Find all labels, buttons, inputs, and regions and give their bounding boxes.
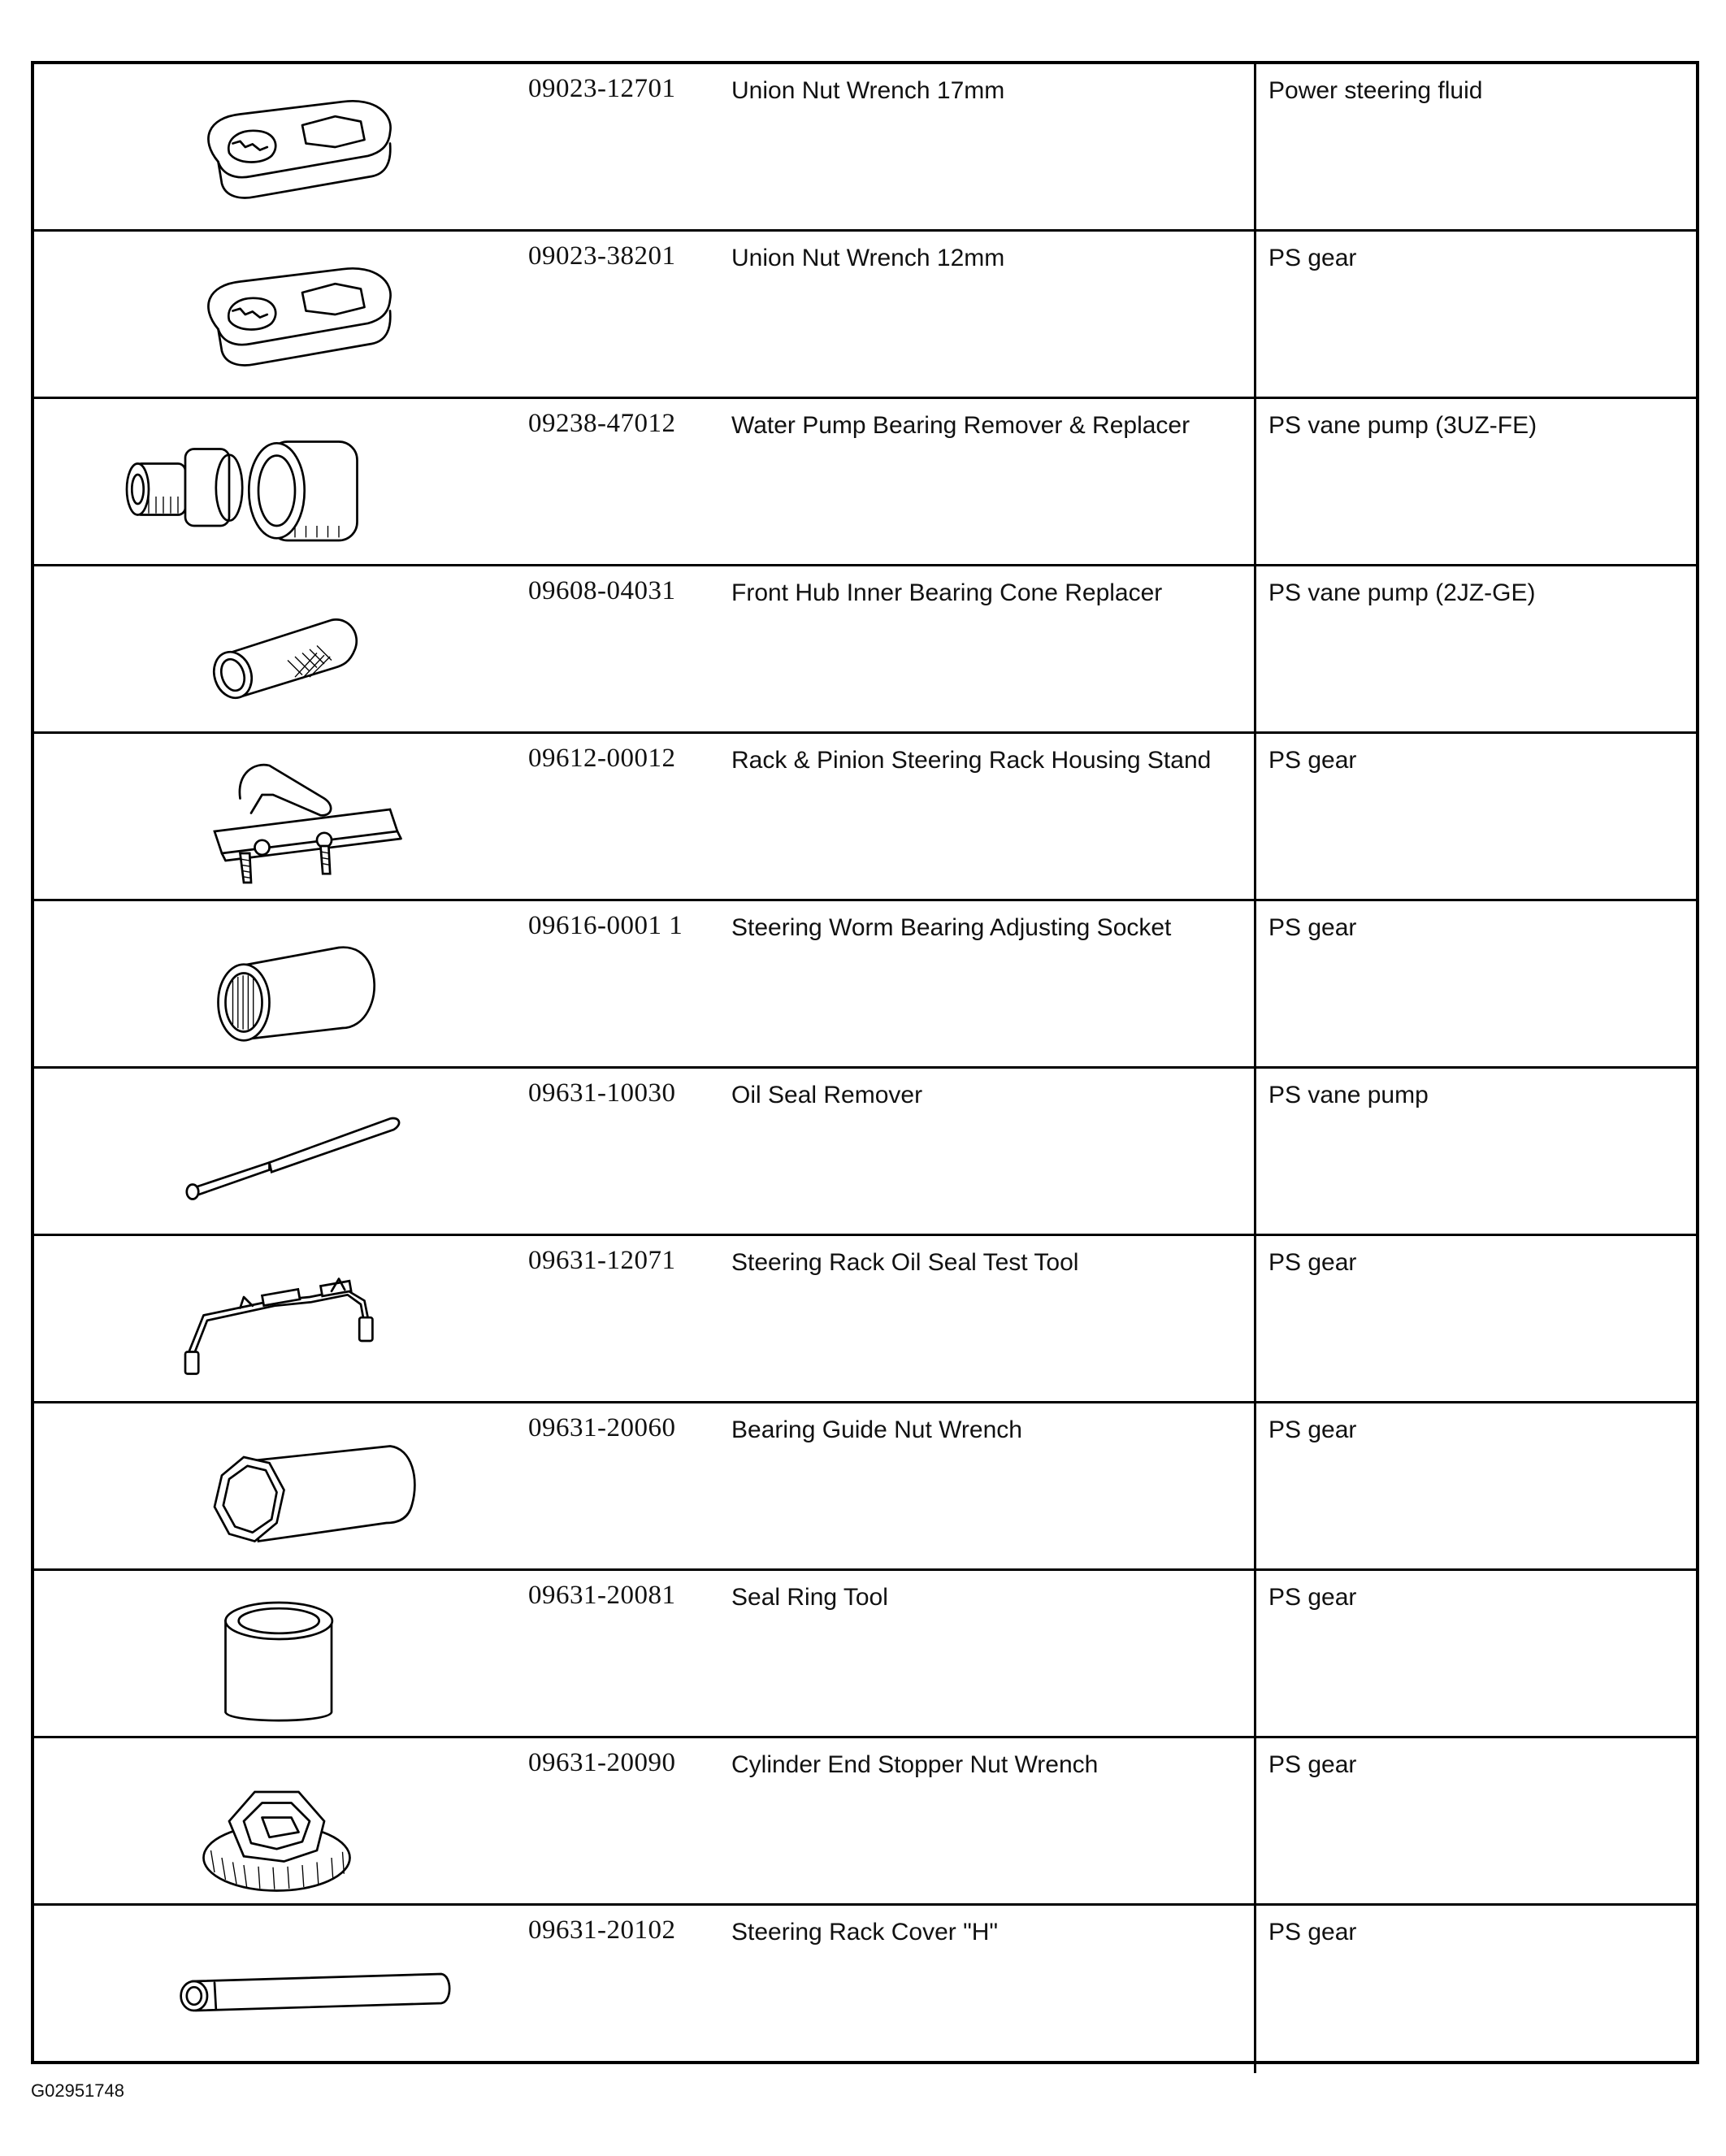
adjusting-socket-icon [83, 911, 538, 1057]
tool-name: Bearing Guide Nut Wrench [731, 1416, 1022, 1443]
tool-row [34, 1236, 1696, 1403]
rack-housing-stand-icon [83, 744, 538, 890]
union-nut-wrench-12mm-icon [83, 241, 538, 388]
column-divider [1254, 232, 1256, 397]
tool-row [34, 1069, 1696, 1236]
part-number: 09023-38201 [528, 241, 676, 271]
oil-seal-test-tool-icon [83, 1246, 538, 1392]
part-number: 09612-00012 [528, 744, 676, 773]
tool-usage: PS gear [1268, 1919, 1357, 1946]
column-divider [1254, 734, 1256, 899]
column-divider [1254, 566, 1256, 731]
figure-code: G02951748 [31, 2080, 124, 2101]
oil-seal-remover-icon [83, 1078, 538, 1225]
tool-usage: PS vane pump (3UZ-FE) [1268, 412, 1537, 439]
tool-name: Oil Seal Remover [731, 1082, 923, 1108]
part-number: 09631-10030 [528, 1078, 676, 1108]
tool-usage: PS gear [1268, 1416, 1357, 1443]
column-divider [1254, 1403, 1256, 1568]
tool-row [34, 734, 1696, 901]
tool-row [34, 1571, 1696, 1738]
bearing-guide-nut-wrench-icon [83, 1413, 538, 1560]
special-tools-table [31, 61, 1699, 2064]
tool-row [34, 64, 1696, 232]
part-number: 09631-20090 [528, 1748, 676, 1777]
tool-row [34, 1906, 1696, 2073]
tool-row [34, 1403, 1696, 1571]
tool-name: Water Pump Bearing Remover & Replacer [731, 412, 1190, 439]
tool-row [34, 232, 1696, 399]
bearing-cone-replacer-icon [83, 576, 538, 722]
tool-usage: PS gear [1268, 1751, 1357, 1778]
tool-usage: Power steering fluid [1268, 77, 1483, 104]
column-divider [1254, 1236, 1256, 1401]
tool-row [34, 566, 1696, 734]
part-number: 09631-12071 [528, 1246, 676, 1275]
tool-usage: PS gear [1268, 747, 1357, 774]
column-divider [1254, 901, 1256, 1066]
tool-usage: PS vane pump [1268, 1082, 1429, 1108]
tool-row [34, 1738, 1696, 1906]
column-divider [1254, 1571, 1256, 1736]
tool-name: Front Hub Inner Bearing Cone Replacer [731, 579, 1163, 606]
steering-rack-cover-icon [83, 1915, 538, 2062]
tool-name: Steering Worm Bearing Adjusting Socket [731, 914, 1172, 941]
part-number: 09631-20102 [528, 1915, 676, 1945]
column-divider [1254, 399, 1256, 564]
part-number: 09631-20081 [528, 1581, 676, 1610]
tool-name: Steering Rack Oil Seal Test Tool [731, 1249, 1079, 1276]
tool-usage: PS gear [1268, 245, 1357, 271]
part-number: 09616-0001 1 [528, 911, 683, 940]
tool-usage: PS gear [1268, 914, 1357, 941]
bearing-remover-replacer-icon [83, 409, 538, 555]
column-divider [1254, 1738, 1256, 1903]
tool-name: Union Nut Wrench 12mm [731, 245, 1005, 271]
tool-row [34, 901, 1696, 1069]
union-nut-wrench-17mm-icon [83, 74, 538, 220]
tool-usage: PS gear [1268, 1249, 1357, 1276]
tool-usage: PS gear [1268, 1584, 1357, 1611]
column-divider [1254, 64, 1256, 229]
part-number: 09631-20060 [528, 1413, 676, 1442]
seal-ring-tool-icon [83, 1581, 538, 1727]
tool-row [34, 399, 1696, 566]
tool-name: Steering Rack Cover "H" [731, 1919, 999, 1946]
stopper-nut-wrench-icon [83, 1748, 538, 1894]
column-divider [1254, 1906, 1256, 2073]
tool-usage: PS vane pump (2JZ-GE) [1268, 579, 1536, 606]
tool-name: Cylinder End Stopper Nut Wrench [731, 1751, 1099, 1778]
column-divider [1254, 1069, 1256, 1234]
tool-name: Rack & Pinion Steering Rack Housing Stand [731, 747, 1212, 774]
tool-name: Union Nut Wrench 17mm [731, 77, 1005, 104]
tool-name: Seal Ring Tool [731, 1584, 888, 1611]
part-number: 09023-12701 [528, 74, 676, 103]
part-number: 09608-04031 [528, 576, 676, 605]
part-number: 09238-47012 [528, 409, 676, 438]
